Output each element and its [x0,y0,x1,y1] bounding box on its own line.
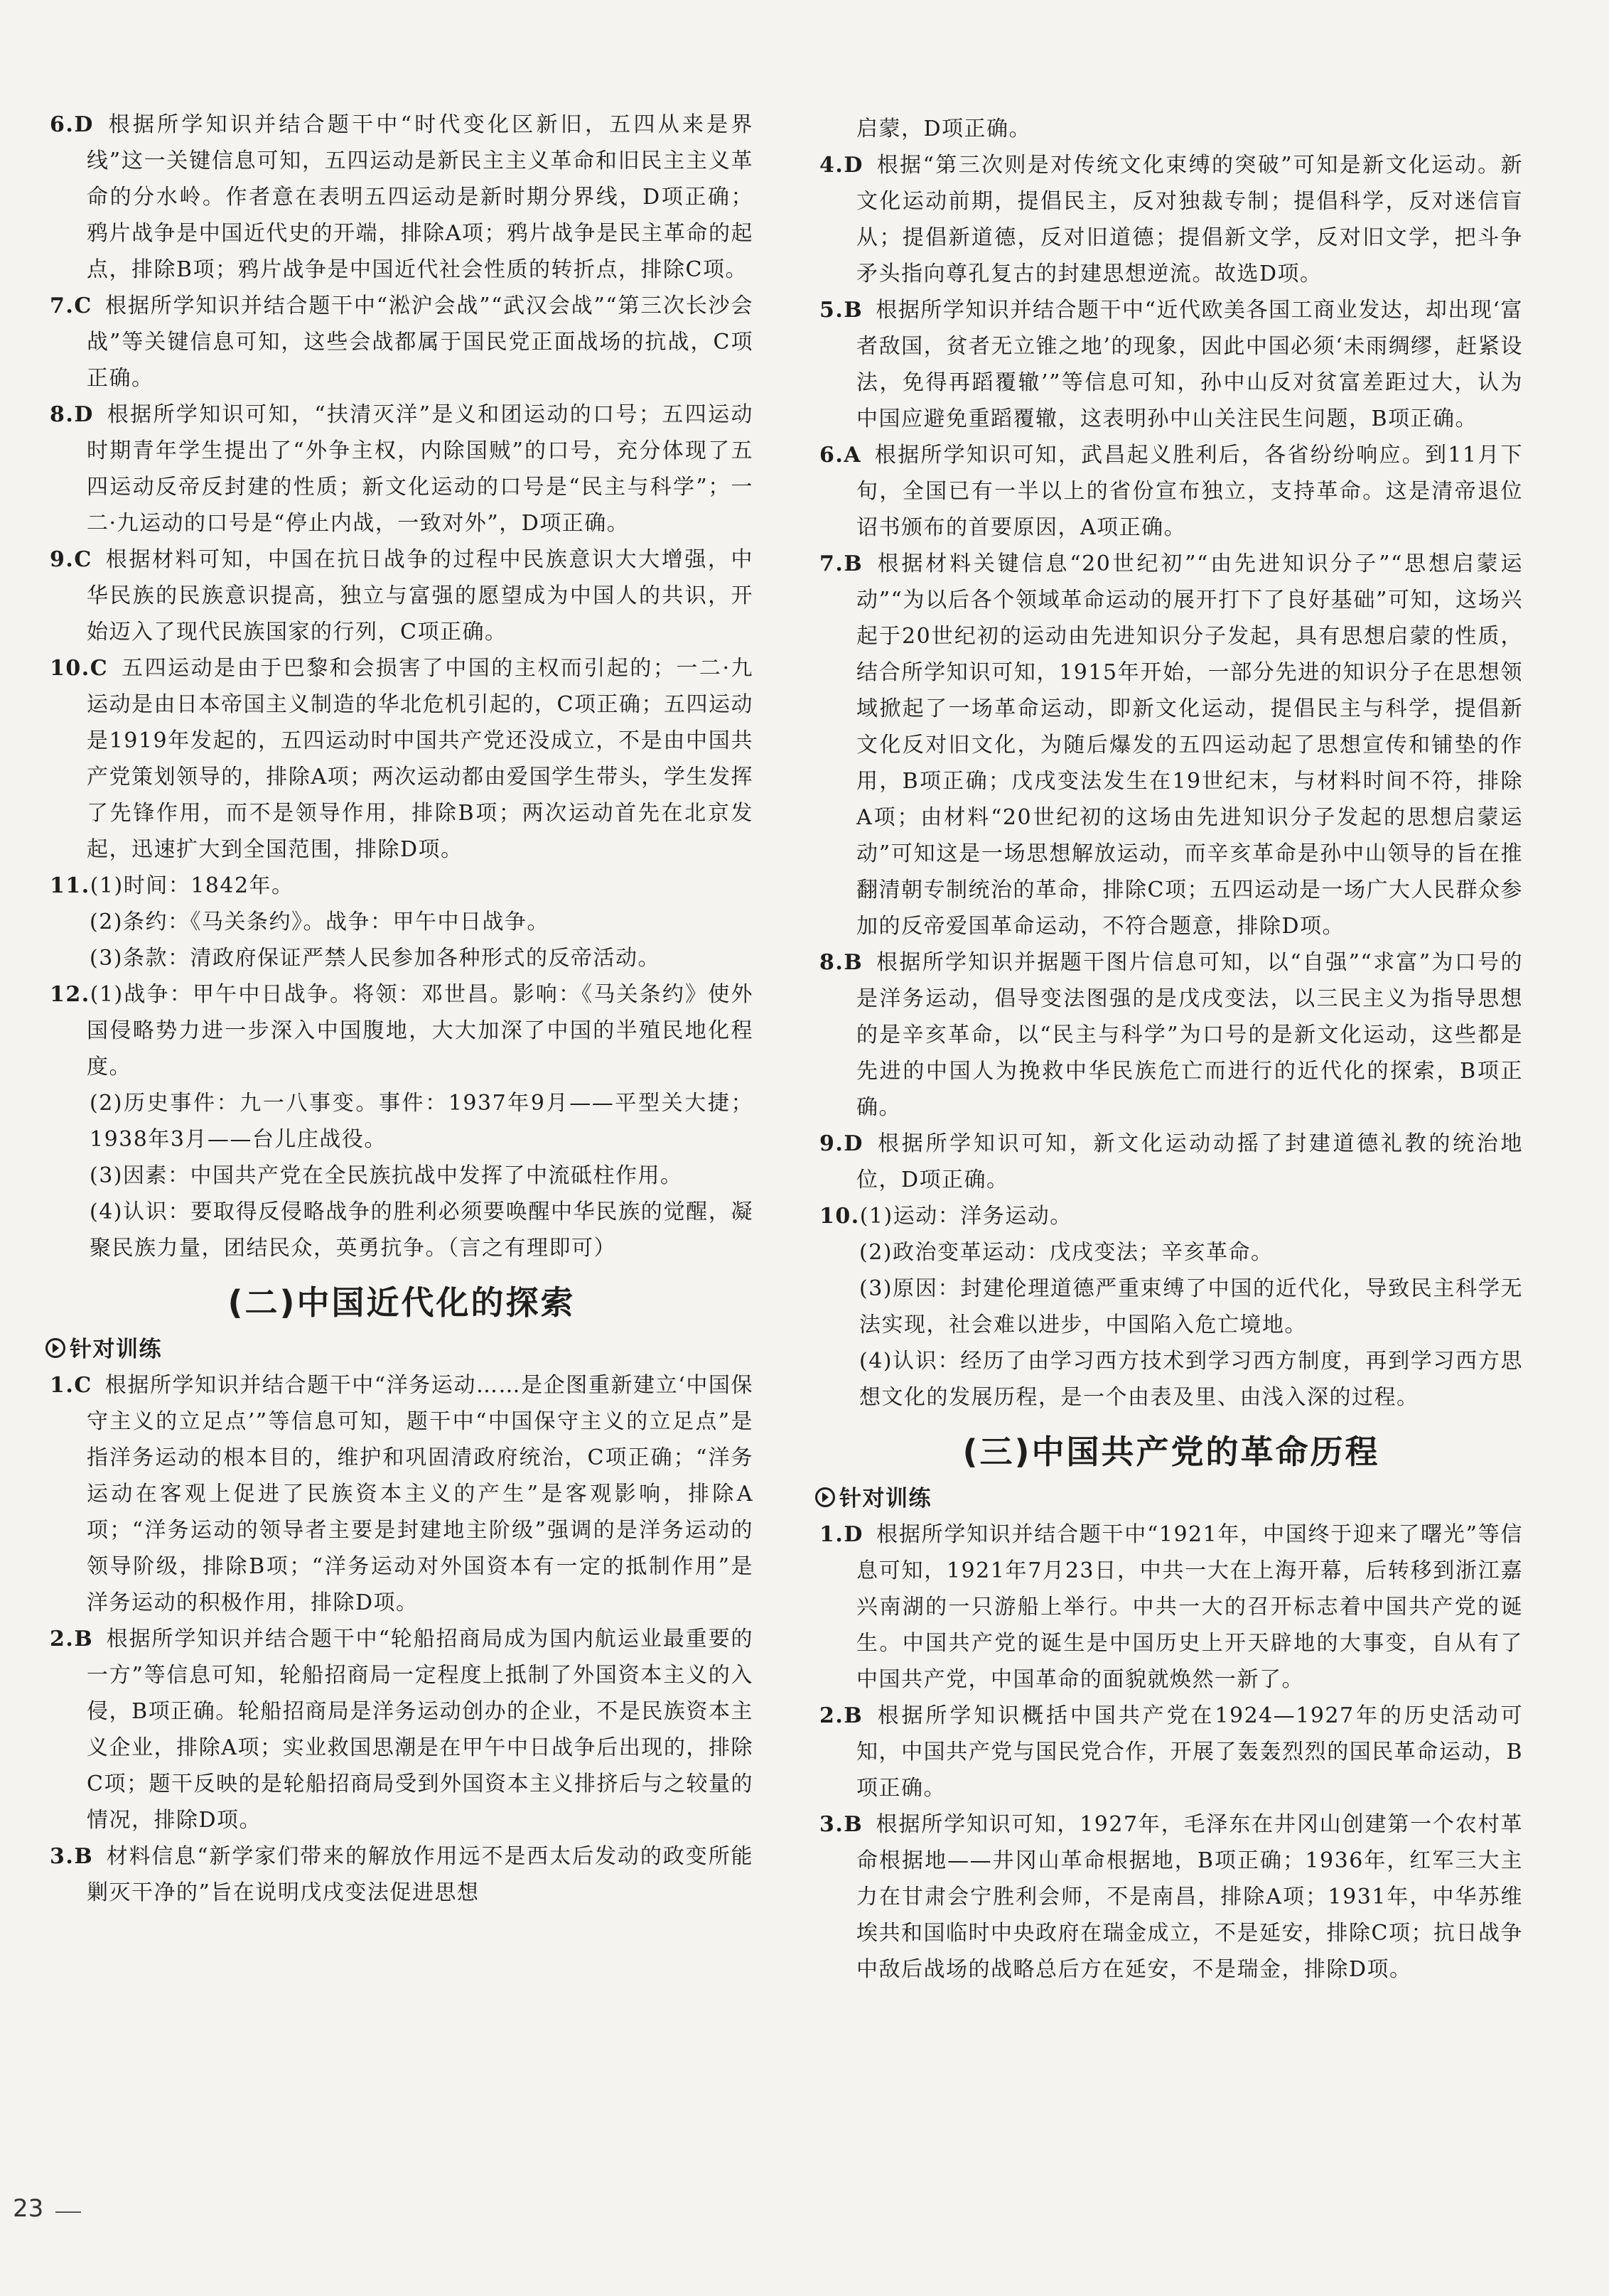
item-number: 11. [50,873,90,898]
sub-answer: (1)战争：甲午中日战争。将领：邓世昌。影响：《马关条约》使外国侵略势力进一步深入中国腹地，大大加深了中国的半殖民地化程度。 [87,982,753,1079]
answer-item [819,147,1523,292]
right-answer-list-a [819,147,1523,1198]
page-number-rule [55,2211,81,2213]
answer-letter: D [844,1131,863,1156]
item-number: 1. [50,1373,75,1398]
right-answer-list-b [819,1516,1523,1988]
sub-answer: (1)时间：1842年。 [90,873,294,898]
answer-item [819,546,1523,944]
sub-answer: (2)政治变革运动：戊戌变法；辛亥革命。 [859,1240,1274,1265]
explanation-text: 根据“第三次则是对传统文化束缚的突破”可知是新文化运动。新文化运动前期，提倡民主，反对独裁专制；提倡科学，反对迷信盲从；提倡新道德，反对旧道德；提倡新文学，反对旧文学，把斗争矛头指向尊孔复古的封建思想逆流。故选D项。 [856,153,1523,286]
explanation-text: 根据材料关键信息“20世纪初”“由先进知识分子”“思想启蒙运动”“为以后各个领域革命运动的展开打下了良好基础”可知，这场兴起于20世纪初的运动由先进知识分子发起，具有思想启蒙的性质，结合所学知识可知，1915年开始，一部分先进的知识分子在思想领域掀起了一场革命运动，即新文化运动，提倡民主与科学，提倡新文化反对旧文化，为随后爆发的五四运动起了思想宣传和铺垫的作用，B项正确；戊戌变法发生在19世纪末，与材料时间不符，排除A项；由材料“20世纪初的这场由先进知识分子发起的思想启蒙运动”可知这是一场思想解放运动，而辛亥革命是孙中山领导的旨在推翻清朝专制统治的革命，排除C项；五四运动是一场广大人民群众参加的反帝爱国革命运动，不符合题意，排除D项。 [856,551,1523,939]
answer-item [819,437,1523,546]
explanation-text: 根据所学知识并据题干图片信息可知，以“自强”“求富”为口号的是洋务运动，倡导变法图强的是戊戌变法，以三民主义为指导思想的是辛亥革命，以“民主与科学”为口号的是新文化运动，这些都是先进的中国人为挽救中华民族危亡而进行的近代化的探索，B项正确。 [856,950,1523,1120]
answer-letter: A [844,443,862,468]
continued-text: 启蒙，D项正确。 [856,117,1032,141]
play-icon [815,1487,835,1507]
answer-item [819,1126,1523,1198]
answer-letter: C [74,1373,92,1398]
answer-item [50,1838,753,1911]
explanation-text: 材料信息“新学家们带来的解放作用远不是西太后发动的政变所能剿灭干净的”旨在说明戊戌变法促进思想 [87,1844,753,1905]
section-subtitle [815,1481,1523,1516]
sub-answer: (4)认识：要取得反侵略战争的胜利必须要唤醒中华民族的觉醒，凝聚民族力量，团结民众，英勇抗争。（言之有理即可） [90,1200,753,1261]
item-number: 8. [819,950,844,975]
section-subtitle [45,1332,753,1367]
answer-item-11 [50,868,753,976]
explanation-text: 根据所学知识并结合题干中“淞沪会战”“武汉会战”“第三次长沙会战”等关键信息可知，这些会战都属于国民党正面战场的抗战，C项正确。 [87,293,753,391]
item-number: 3. [50,1844,75,1869]
answer-item [50,397,753,541]
answer-item [50,288,753,397]
explanation-text: 根据所学知识可知，新文化运动动摇了封建道德礼教的统治地位，D项正确。 [856,1131,1523,1192]
explanation-text: 根据所学知识可知，武昌起义胜利后，各省纷纷响应。到11月下旬，全国已有一半以上的省份宣布独立，支持革命。这是清帝退位诏书颁布的首要原因，A项正确。 [856,443,1523,540]
sub-answer: (2)历史事件：九一八事变。事件：1937年9月——平型关大捷；1938年3月——台儿庄战役。 [90,1091,753,1152]
answer-letter: D [844,153,863,178]
sub-answer: (3)原因：封建伦理道德严重束缚了中国的近代化，导致民主科学无法实现，社会难以进步，中国陷入危亡境地。 [859,1276,1523,1337]
answer-item [819,1806,1523,1988]
answer-item [819,944,1523,1126]
answer-letter: C [74,293,92,318]
item-number: 1. [819,1522,844,1547]
item-number: 4. [819,153,844,178]
sub-answer: (2)条约：《马关条约》。战争：甲午中日战争。 [90,910,549,934]
item-number: 5. [819,298,844,323]
answer-item [50,1621,753,1838]
answer-item [819,1698,1523,1806]
item-number: 10. [819,1204,860,1229]
explanation-text: 根据材料可知，中国在抗日战争的过程中民族意识大大增强，中华民族的民族意识提高，独立与富强的愿望成为中国人的共识，开始迈入了现代民族国家的行列，C项正确。 [87,547,753,645]
left-column [50,107,753,1911]
answer-letter: B [844,298,863,323]
item-number: 9. [819,1131,844,1156]
item-number: 2. [50,1627,75,1651]
item-number: 3. [819,1812,844,1837]
item-number: 7. [819,551,844,576]
answer-letter: B [844,1812,863,1837]
sub-answer: (3)因素：中国共产党在全民族抗战中发挥了中流砥柱作用。 [90,1163,683,1188]
explanation-text: 根据所学知识可知，“扶清灭洋”是义和团运动的口号；五四运动时期青年学生提出了“外争主权，内除国贼”的口号，充分体现了五四运动反帝反封建的性质；新文化运动的口号是“民主与科学”；一二·九运动的口号是“停止内战，一致对外”，D项正确。 [87,402,753,536]
item-number: 6. [50,112,75,137]
section-title-3: (三)中国共产党的革命历程 [962,1433,1380,1471]
explanation-text: 五四运动是由于巴黎和会损害了中国的主权而引起的；一二·九运动是由日本帝国主义制造的华北危机引起的，C项正确；五四运动是1919年发起的，五四运动时中国共产党还没成立，不是由中国共产党策划领导的，排除A项；两次运动都由爱国学生带头，学生发挥了先锋作用，而不是领导作用，排除B项；两次运动首先在北京发起，迅速扩大到全国范围，排除D项。 [87,656,753,862]
explanation-text: 根据所学知识概括中国共产党在1924—1927年的历史活动可知，中国共产党与国民党合作，开展了轰轰烈烈的国民革命运动，B项正确。 [856,1703,1523,1801]
sub-answer: (3)条款：清政府保证严禁人民参加各种形式的反帝活动。 [90,946,660,971]
item-number: 6. [819,443,844,468]
section-title-2: (二)中国近代化的探索 [227,1283,576,1322]
answer-letter: C [90,656,109,681]
answer-letter: B [844,950,863,975]
answer-letter: D [74,112,94,137]
item-number: 12. [50,982,90,1007]
answer-letter: B [844,1703,863,1728]
answer-letter: C [74,547,92,572]
left-answer-list-b [50,1367,753,1911]
answer-item [50,107,753,288]
section-subtitle-text: 针对训练 [70,1337,162,1362]
explanation-text: 根据所学知识并结合题干中“洋务运动……是企图重新建立‘中国保守主义的立足点’”等信息可知，题干中“中国保守主义的立足点”是指洋务运动的根本目的，维护和巩固清政府统治，C项正确；“洋务运动在客观上促进了民族资本主义的产生”是客观影响，排除A项；“洋务运动的领导者主要是封建地主阶级”强调的是洋务运动的领导阶级，排除B项；“洋务运动对外国资本有一定的抵制作用”是洋务运动的积极作用，排除D项。 [87,1373,753,1615]
answer-item [50,1367,753,1621]
sub-answer: (4)认识：经历了由学习西方技术到学习西方制度，再到学习西方思想文化的发展历程，是一个由表及里、由浅入深的过程。 [859,1349,1523,1410]
item-number: 8. [50,402,75,427]
answer-item [50,541,753,650]
page-number: 23 [13,2194,44,2223]
answer-item [50,650,753,868]
explanation-text: 根据所学知识并结合题干中“1921年，中国终于迎来了曙光”等信息可知，1921年7月23日，中共一大在上海开幕，后转移到浙江嘉兴南湖的一只游船上举行。中共一大的召开标志着中国共产党的诞生。中国共产党的诞生是中国历史上开天辟地的大事变，自从有了中国共产党，中国革命的面貌就焕然一新了。 [856,1522,1523,1692]
answer-item [819,292,1523,437]
answer-letter: D [844,1522,863,1547]
item-number: 10. [50,656,90,681]
section-subtitle-text: 针对训练 [839,1486,932,1511]
item-number: 7. [50,293,75,318]
answer-item [819,1516,1523,1698]
left-answer-list-a [50,107,753,868]
play-icon [45,1338,65,1358]
answer-item-12 [50,976,753,1266]
explanation-text: 根据所学知识并结合题干中“近代欧美各国工商业发达，却出现‘富者敌国，贫者无立锥之地’的现象，因此中国必须‘未雨绸缪，赶紧设法，免得再蹈覆辙’”等信息可知，孙中山反对贫富差距过大，认为中国应避免重蹈覆辙，这表明孙中山关注民生问题，B项正确。 [856,298,1523,431]
answer-item-10 [819,1198,1523,1416]
answer-letter: B [74,1627,94,1651]
explanation-text: 根据所学知识可知，1927年，毛泽东在井冈山创建第一个农村革命根据地——井冈山革命根据地，B项正确；1936年，红军三大主力在甘肃会宁胜利会师，不是南昌，排除A项；1931年，中华苏维埃共和国临时中央政府在瑞金成立，不是延安，排除C项；抗日战争中敌后战场的战略总后方在延安，不是瑞金，排除D项。 [856,1812,1523,1982]
answer-letter: B [844,551,863,576]
answer-letter: D [74,402,94,427]
item-number: 9. [50,547,75,572]
answer-letter: B [74,1844,94,1869]
item-number: 2. [819,1703,844,1728]
right-column [819,111,1523,1988]
sub-answer: (1)运动：洋务运动。 [859,1204,1072,1229]
explanation-text: 根据所学知识并结合题干中“轮船招商局成为国内航运业最重要的一方”等信息可知，轮船招商局一定程度上抵制了外国资本主义的入侵，B项正确。轮船招商局是洋务运动创办的企业，不是民族资本主义企业，排除A项；实业救国思潮是在甲午中日战争后出现的，排除C项；题干反映的是轮船招商局受到外国资本主义排挤后与之较量的情况，排除D项。 [87,1627,753,1833]
explanation-text: 根据所学知识并结合题干中“时代变化区新旧，五四从来是界线”这一关键信息可知，五四运动是新民主主义革命和旧民主主义革命的分水岭。作者意在表明五四运动是新时期分界线，D项正确；鸦片战争是中国近代史的开端，排除A项；鸦片战争是民主革命的起点，排除B项；鸦片战争是中国近代社会性质的转折点，排除C项。 [87,112,753,282]
